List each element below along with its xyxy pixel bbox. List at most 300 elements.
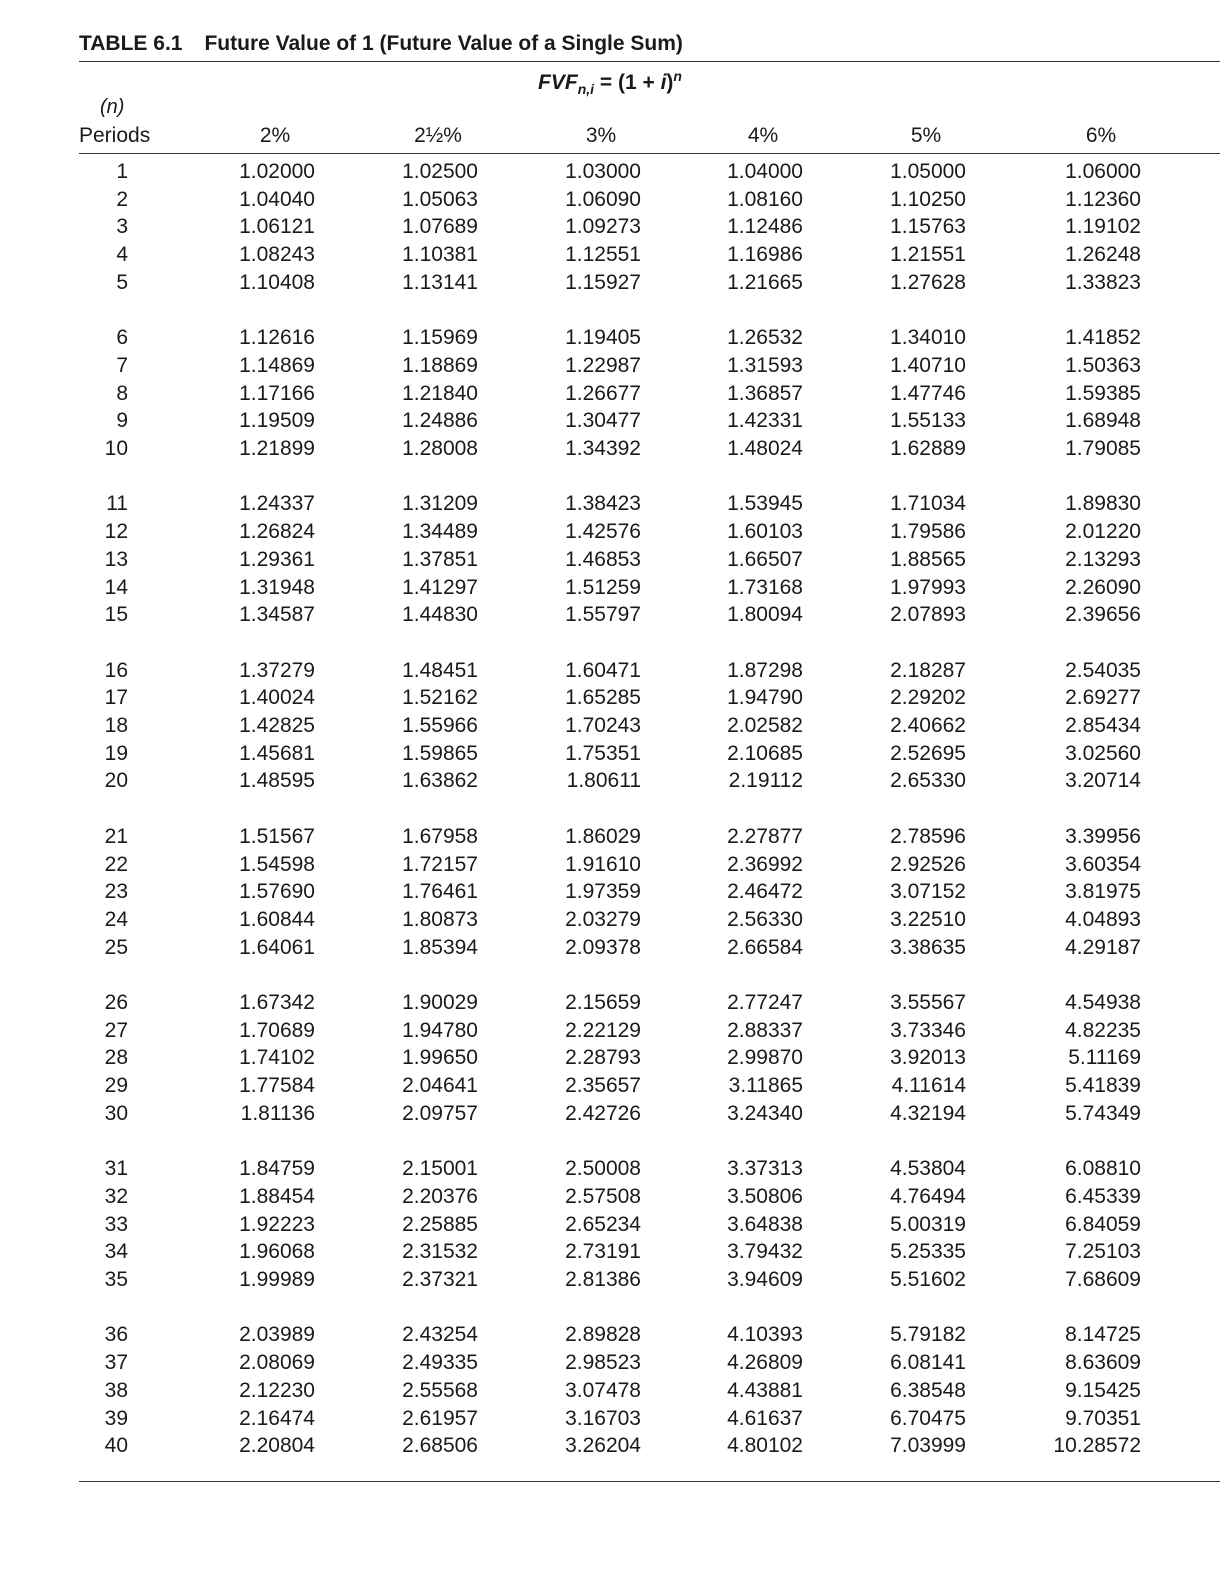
value-cell: 2.12230 xyxy=(239,1378,315,1402)
value-cell: 1.34587 xyxy=(239,603,315,627)
value-cell: 1.50363 xyxy=(1065,353,1141,377)
period-cell: 27 xyxy=(104,1018,128,1042)
value-cell: 9.15425 xyxy=(1065,1378,1141,1402)
value-cell: 1.64061 xyxy=(239,935,315,959)
value-cell: 2.09378 xyxy=(565,935,641,959)
value-cell: 1.08160 xyxy=(727,187,803,211)
value-cell: 1.02000 xyxy=(239,160,315,183)
formula xyxy=(440,68,780,97)
value-cell: 3.02560 xyxy=(1065,741,1141,765)
value-cell: 1.59865 xyxy=(402,741,478,765)
value-cell: 2.09757 xyxy=(402,1101,478,1125)
value-cell: 1.12551 xyxy=(565,243,641,267)
value-cell: 3.07478 xyxy=(565,1378,641,1402)
value-cell: 4.53804 xyxy=(890,1157,966,1181)
value-cell: 1.48595 xyxy=(239,769,315,793)
value-cell: 1.06000 xyxy=(1065,160,1141,183)
value-cell: 5.51602 xyxy=(890,1268,966,1291)
period-cell: 38 xyxy=(104,1378,128,1402)
value-cell: 1.97993 xyxy=(890,575,966,599)
value-cell: 1.12616 xyxy=(239,326,315,350)
value-cell: 1.97359 xyxy=(565,880,641,904)
value-cell: 1.52162 xyxy=(402,686,478,710)
value-cell: 1.80611 xyxy=(566,769,641,793)
value-cell: 2.18287 xyxy=(890,658,966,682)
value-cell: 1.15927 xyxy=(565,270,641,294)
value-cell: 2.89828 xyxy=(565,1323,641,1347)
value-cell: 2.27877 xyxy=(727,824,803,848)
value-cell: 2.77247 xyxy=(727,991,803,1014)
value-cell: 1.14869 xyxy=(239,353,315,377)
value-cell: 4.61637 xyxy=(727,1406,803,1430)
table-title xyxy=(79,32,683,56)
value-cell: 7.68609 xyxy=(1065,1268,1141,1291)
period-cell: 25 xyxy=(104,935,128,959)
value-cell: 4.54938 xyxy=(1065,991,1141,1014)
value-cell: 2.03279 xyxy=(565,907,641,931)
value-cell: 9.70351 xyxy=(1065,1406,1141,1430)
value-cell: 1.22987 xyxy=(565,353,641,377)
value-cell: 3.73346 xyxy=(890,1018,966,1042)
value-cell: 2.65330 xyxy=(890,769,966,793)
value-cell: 1.74102 xyxy=(239,1046,315,1070)
period-cell: 14 xyxy=(104,575,128,599)
value-cell: 2.42726 xyxy=(565,1101,641,1125)
value-cell: 1.42331 xyxy=(727,409,803,433)
period-cell: 26 xyxy=(104,991,128,1014)
period-cell: 17 xyxy=(104,686,128,710)
value-cell: 1.10408 xyxy=(239,270,315,294)
value-cell: 6.84059 xyxy=(1065,1212,1141,1236)
top-rule xyxy=(79,61,1220,62)
value-cell: 1.36857 xyxy=(727,381,803,405)
period-cell: 23 xyxy=(104,880,128,904)
value-cell: 3.38635 xyxy=(890,935,966,959)
value-cell: 3.39956 xyxy=(1065,824,1141,848)
value-cell: 1.51259 xyxy=(565,575,641,599)
value-cell: 2.54035 xyxy=(1065,658,1141,682)
period-cell: 9 xyxy=(116,409,128,433)
n-label: (n) xyxy=(100,96,125,118)
value-cell: 4.04893 xyxy=(1065,907,1141,931)
value-cell: 3.07152 xyxy=(890,880,966,904)
value-cell: 2.81386 xyxy=(565,1268,641,1291)
value-cell: 3.24340 xyxy=(727,1101,803,1125)
value-cell: 2.25885 xyxy=(402,1212,478,1236)
value-cell: 4.76494 xyxy=(890,1184,966,1208)
value-cell: 1.16986 xyxy=(727,243,803,267)
period-cell: 28 xyxy=(104,1046,128,1070)
value-cell: 1.57690 xyxy=(239,880,315,904)
value-cell: 1.53945 xyxy=(727,492,803,516)
period-cell: 11 xyxy=(106,492,128,516)
value-cell: 2.28793 xyxy=(565,1046,641,1070)
periods-header: Periods xyxy=(79,124,151,147)
value-cell: 3.92013 xyxy=(890,1046,966,1070)
value-cell: 1.03000 xyxy=(565,160,641,183)
value-cell: 2.43254 xyxy=(402,1323,478,1347)
value-cell: 4.32194 xyxy=(890,1101,966,1125)
value-cell: 1.08243 xyxy=(239,243,315,267)
value-cell: 1.86029 xyxy=(565,824,641,848)
value-cell: 1.15763 xyxy=(890,215,966,239)
value-cell: 2.01220 xyxy=(1065,520,1141,544)
value-cell: 1.37279 xyxy=(239,658,315,682)
value-cell: 3.50806 xyxy=(727,1184,803,1208)
value-cell: 2.20804 xyxy=(239,1434,315,1458)
value-cell: 2.13293 xyxy=(1065,547,1141,571)
value-cell: 1.45681 xyxy=(239,741,315,765)
value-cell: 1.70243 xyxy=(565,714,641,737)
value-cell: 1.24886 xyxy=(402,409,478,433)
value-cell: 1.48451 xyxy=(402,658,478,682)
value-cell: 2.99870 xyxy=(727,1046,803,1070)
value-cell: 1.75351 xyxy=(565,741,641,765)
value-cell: 3.16703 xyxy=(565,1406,641,1430)
value-cell: 2.61957 xyxy=(402,1406,478,1430)
value-cell: 2.66584 xyxy=(727,935,803,959)
value-cell: 1.40024 xyxy=(239,686,315,710)
value-cell: 2.69277 xyxy=(1065,686,1141,710)
value-cell: 3.22510 xyxy=(890,907,966,931)
value-cell: 1.41297 xyxy=(402,575,478,599)
period-cell: 7 xyxy=(116,353,128,377)
value-cell: 2.07893 xyxy=(890,603,966,627)
value-cell: 1.31948 xyxy=(239,575,315,599)
value-cell: 2.85434 xyxy=(1065,714,1141,737)
value-cell: 1.46853 xyxy=(565,547,641,571)
value-cell: 7.03999 xyxy=(890,1434,966,1458)
header-rule xyxy=(79,153,1220,154)
value-cell: 1.04040 xyxy=(239,187,315,211)
value-cell: 1.67342 xyxy=(239,991,315,1014)
period-cell: 12 xyxy=(104,520,128,544)
value-cell: 3.20714 xyxy=(1065,769,1141,793)
value-cell: 1.79085 xyxy=(1065,437,1141,460)
value-cell: 4.43881 xyxy=(727,1378,803,1402)
bottom-rule xyxy=(79,1481,1220,1482)
period-cell: 24 xyxy=(104,907,128,931)
value-cell: 2.36992 xyxy=(727,852,803,876)
value-cell: 5.41839 xyxy=(1065,1074,1141,1098)
period-cell: 10 xyxy=(104,437,128,460)
value-cell: 1.55966 xyxy=(402,714,478,737)
value-cell: 2.37321 xyxy=(402,1268,478,1291)
value-cell: 1.65285 xyxy=(565,686,641,710)
period-cell: 16 xyxy=(104,658,128,682)
value-cell: 4.11614 xyxy=(891,1074,966,1098)
value-cell: 2.88337 xyxy=(727,1018,803,1042)
table-label: TABLE 6.1 xyxy=(79,32,183,55)
value-cell: 1.09273 xyxy=(565,215,641,239)
value-cell: 1.60471 xyxy=(565,658,641,682)
value-cell: 1.38423 xyxy=(565,492,641,516)
value-cell: 1.99650 xyxy=(402,1046,478,1070)
value-cell: 1.77584 xyxy=(239,1074,315,1098)
value-cell: 1.24337 xyxy=(239,492,315,516)
value-cell: 1.10381 xyxy=(402,243,478,267)
period-cell: 1 xyxy=(116,160,128,183)
value-cell: 2.29202 xyxy=(890,686,966,710)
formula-superscript: n xyxy=(673,68,682,84)
value-cell: 2.55568 xyxy=(402,1378,478,1402)
value-cell: 1.13141 xyxy=(402,270,478,294)
value-cell: 1.51567 xyxy=(239,824,315,848)
value-cell: 1.26677 xyxy=(565,381,641,405)
value-cell: 1.72157 xyxy=(402,852,478,876)
value-cell: 1.67958 xyxy=(402,824,478,848)
column-header: 2½% xyxy=(414,124,462,147)
value-cell: 2.08069 xyxy=(239,1351,315,1375)
value-cell: 2.03989 xyxy=(239,1323,315,1347)
value-cell: 7.25103 xyxy=(1065,1240,1141,1264)
value-cell: 1.94780 xyxy=(402,1018,478,1042)
value-cell: 2.15659 xyxy=(565,991,641,1014)
period-cell: 6 xyxy=(116,326,128,350)
value-cell: 1.04000 xyxy=(727,160,803,183)
value-cell: 1.71034 xyxy=(890,492,966,516)
value-cell: 2.10685 xyxy=(727,741,803,765)
value-cell: 3.79432 xyxy=(727,1240,803,1264)
value-cell: 1.68948 xyxy=(1065,409,1141,433)
value-cell: 1.89830 xyxy=(1065,492,1141,516)
value-cell: 1.19405 xyxy=(565,326,641,350)
value-cell: 1.21665 xyxy=(727,270,803,294)
value-cell: 5.74349 xyxy=(1065,1101,1141,1125)
value-cell: 2.20376 xyxy=(402,1184,478,1208)
value-cell: 1.44830 xyxy=(402,603,478,627)
value-cell: 2.65234 xyxy=(565,1212,641,1236)
value-cell: 1.06090 xyxy=(565,187,641,211)
value-cell: 1.10250 xyxy=(890,187,966,211)
value-cell: 1.55133 xyxy=(890,409,966,433)
column-header: 3% xyxy=(585,124,617,147)
value-cell: 1.87298 xyxy=(727,658,803,682)
value-cell: 2.78596 xyxy=(890,824,966,848)
formula-lhs: FVF xyxy=(538,71,578,94)
formula-subscript: n,i xyxy=(577,81,595,98)
value-cell: 1.31593 xyxy=(727,353,803,377)
value-cell: 2.39656 xyxy=(1065,603,1141,627)
period-cell: 35 xyxy=(104,1268,128,1291)
value-cell: 1.15969 xyxy=(402,326,478,350)
value-cell: 1.90029 xyxy=(402,991,478,1014)
value-cell: 1.60844 xyxy=(239,907,315,931)
value-cell: 1.41852 xyxy=(1065,326,1141,350)
value-cell: 2.15001 xyxy=(402,1157,478,1181)
value-cell: 1.28008 xyxy=(402,437,478,460)
value-cell: 1.27628 xyxy=(890,270,966,294)
formula-rhs: = (1 + xyxy=(594,71,661,94)
value-cell: 3.37313 xyxy=(727,1157,803,1181)
period-cell: 15 xyxy=(104,603,128,627)
value-cell: 3.26204 xyxy=(565,1434,641,1458)
value-cell: 1.30477 xyxy=(565,409,641,433)
value-cell: 2.52695 xyxy=(890,741,966,765)
period-cell: 21 xyxy=(104,824,128,848)
value-cell: 1.05000 xyxy=(890,160,966,183)
value-cell: 6.08141 xyxy=(890,1351,966,1375)
value-cell: 1.31209 xyxy=(402,492,478,516)
value-cell: 10.28572 xyxy=(1053,1434,1141,1458)
value-cell: 2.31532 xyxy=(402,1240,478,1264)
period-cell: 34 xyxy=(104,1240,128,1264)
value-cell: 3.60354 xyxy=(1065,852,1141,876)
period-cell: 13 xyxy=(104,547,128,571)
value-cell: 3.11865 xyxy=(728,1074,803,1098)
value-cell: 4.80102 xyxy=(727,1434,803,1458)
value-cell: 4.26809 xyxy=(727,1351,803,1375)
value-cell: 1.21840 xyxy=(402,381,478,405)
period-cell: 32 xyxy=(104,1184,128,1208)
value-cell: 1.21899 xyxy=(239,437,315,460)
value-cell: 1.07689 xyxy=(402,215,478,239)
period-cell: 22 xyxy=(104,852,128,876)
value-cell: 1.80873 xyxy=(402,907,478,931)
value-cell: 1.81136 xyxy=(240,1101,315,1125)
value-cell: 1.88454 xyxy=(239,1184,315,1208)
value-cell: 2.19112 xyxy=(728,769,803,793)
value-cell: 4.82235 xyxy=(1065,1018,1141,1042)
column-header: 4% xyxy=(747,124,779,147)
period-cell: 37 xyxy=(104,1351,128,1375)
value-cell: 1.05063 xyxy=(402,187,478,211)
value-cell: 1.37851 xyxy=(402,547,478,571)
value-cell: 1.19509 xyxy=(239,409,315,433)
value-cell: 2.92526 xyxy=(890,852,966,876)
value-cell: 1.34392 xyxy=(565,437,641,460)
period-cell: 30 xyxy=(104,1101,128,1125)
value-cell: 1.29361 xyxy=(239,547,315,571)
value-cell: 1.92223 xyxy=(239,1212,315,1236)
column-header: 5% xyxy=(910,124,942,147)
value-cell: 1.34010 xyxy=(890,326,966,350)
value-cell: 2.56330 xyxy=(727,907,803,931)
column-header: 6% xyxy=(1085,124,1117,147)
value-cell: 2.46472 xyxy=(727,880,803,904)
value-cell: 1.42576 xyxy=(565,520,641,544)
value-cell: 1.84759 xyxy=(239,1157,315,1181)
period-cell: 33 xyxy=(104,1212,128,1236)
period-cell: 19 xyxy=(104,741,128,765)
value-cell: 5.25335 xyxy=(890,1240,966,1264)
period-cell: 39 xyxy=(104,1406,128,1430)
value-cell: 3.81975 xyxy=(1065,880,1141,904)
value-cell: 2.49335 xyxy=(402,1351,478,1375)
value-cell: 3.55567 xyxy=(890,991,966,1014)
value-cell: 1.06121 xyxy=(239,215,315,239)
value-cell: 1.26248 xyxy=(1065,243,1141,267)
formula-close: ) xyxy=(666,71,674,94)
value-cell: 1.48024 xyxy=(727,437,803,460)
value-cell: 1.12360 xyxy=(1065,187,1141,211)
value-cell: 1.76461 xyxy=(402,880,478,904)
value-cell: 6.38548 xyxy=(890,1378,966,1402)
value-cell: 3.94609 xyxy=(727,1268,803,1291)
value-cell: 2.35657 xyxy=(565,1074,641,1098)
value-cell: 5.79182 xyxy=(890,1323,966,1347)
value-cell: 1.47746 xyxy=(890,381,966,405)
value-cell: 1.54598 xyxy=(239,852,315,876)
value-cell: 2.98523 xyxy=(565,1351,641,1375)
value-cell: 6.45339 xyxy=(1065,1184,1141,1208)
value-cell: 1.02500 xyxy=(402,160,478,183)
value-cell: 6.08810 xyxy=(1065,1157,1141,1181)
value-cell: 1.88565 xyxy=(890,547,966,571)
value-cell: 1.40710 xyxy=(890,353,966,377)
period-cell: 8 xyxy=(116,381,128,405)
value-cell: 1.96068 xyxy=(239,1240,315,1264)
value-cell: 1.85394 xyxy=(402,935,478,959)
value-cell: 1.59385 xyxy=(1065,381,1141,405)
value-cell: 1.33823 xyxy=(1065,270,1141,294)
column-header: 2% xyxy=(259,124,291,147)
value-cell: 1.42825 xyxy=(239,714,315,737)
period-cell: 36 xyxy=(104,1323,128,1347)
value-cell: 1.60103 xyxy=(727,520,803,544)
value-cell: 2.04641 xyxy=(402,1074,478,1098)
value-cell: 8.63609 xyxy=(1065,1351,1141,1375)
value-cell: 4.10393 xyxy=(727,1323,803,1347)
formula-var: i xyxy=(660,71,667,94)
value-cell: 1.99989 xyxy=(239,1268,315,1291)
value-cell: 2.57508 xyxy=(565,1184,641,1208)
table-title-text: Future Value of 1 (Future Value of a Single Sum) xyxy=(204,32,683,55)
value-cell: 3.64838 xyxy=(727,1212,803,1236)
value-cell: 1.26824 xyxy=(239,520,315,544)
period-cell: 5 xyxy=(116,270,128,294)
value-cell: 1.12486 xyxy=(727,215,803,239)
value-cell: 2.68506 xyxy=(402,1434,478,1458)
value-cell: 8.14725 xyxy=(1065,1323,1141,1347)
value-cell: 1.55797 xyxy=(565,603,641,627)
value-cell: 1.63862 xyxy=(402,769,478,793)
value-cell: 4.29187 xyxy=(1065,935,1141,959)
period-cell: 2 xyxy=(116,187,128,211)
value-cell: 2.22129 xyxy=(565,1018,641,1042)
value-cell: 1.18869 xyxy=(402,353,478,377)
value-cell: 1.19102 xyxy=(1065,215,1141,239)
value-cell: 1.34489 xyxy=(402,520,478,544)
period-cell: 40 xyxy=(104,1434,128,1458)
value-cell: 1.80094 xyxy=(727,603,803,627)
value-cell: 2.26090 xyxy=(1065,575,1141,599)
value-cell: 2.02582 xyxy=(727,714,803,737)
value-cell: 1.91610 xyxy=(565,852,641,876)
value-cell: 2.50008 xyxy=(565,1157,641,1181)
value-cell: 1.21551 xyxy=(890,243,966,267)
value-cell: 1.79586 xyxy=(890,520,966,544)
value-cell: 1.94790 xyxy=(727,686,803,710)
value-cell: 1.26532 xyxy=(727,326,803,350)
period-cell: 31 xyxy=(104,1157,128,1181)
period-cell: 4 xyxy=(116,243,128,267)
period-cell: 18 xyxy=(104,714,128,737)
value-cell: 2.40662 xyxy=(890,714,966,737)
value-cell: 1.17166 xyxy=(239,381,315,405)
value-cell: 1.66507 xyxy=(727,547,803,571)
value-cell: 6.70475 xyxy=(890,1406,966,1430)
period-cell: 20 xyxy=(104,769,128,793)
value-cell: 1.70689 xyxy=(239,1018,315,1042)
period-cell: 29 xyxy=(104,1074,128,1098)
value-cell: 1.73168 xyxy=(727,575,803,599)
value-cell: 2.73191 xyxy=(565,1240,641,1264)
value-cell: 5.11169 xyxy=(1068,1046,1141,1070)
value-cell: 5.00319 xyxy=(890,1212,966,1236)
value-cell: 2.16474 xyxy=(239,1406,315,1430)
value-cell: 1.62889 xyxy=(890,437,966,460)
